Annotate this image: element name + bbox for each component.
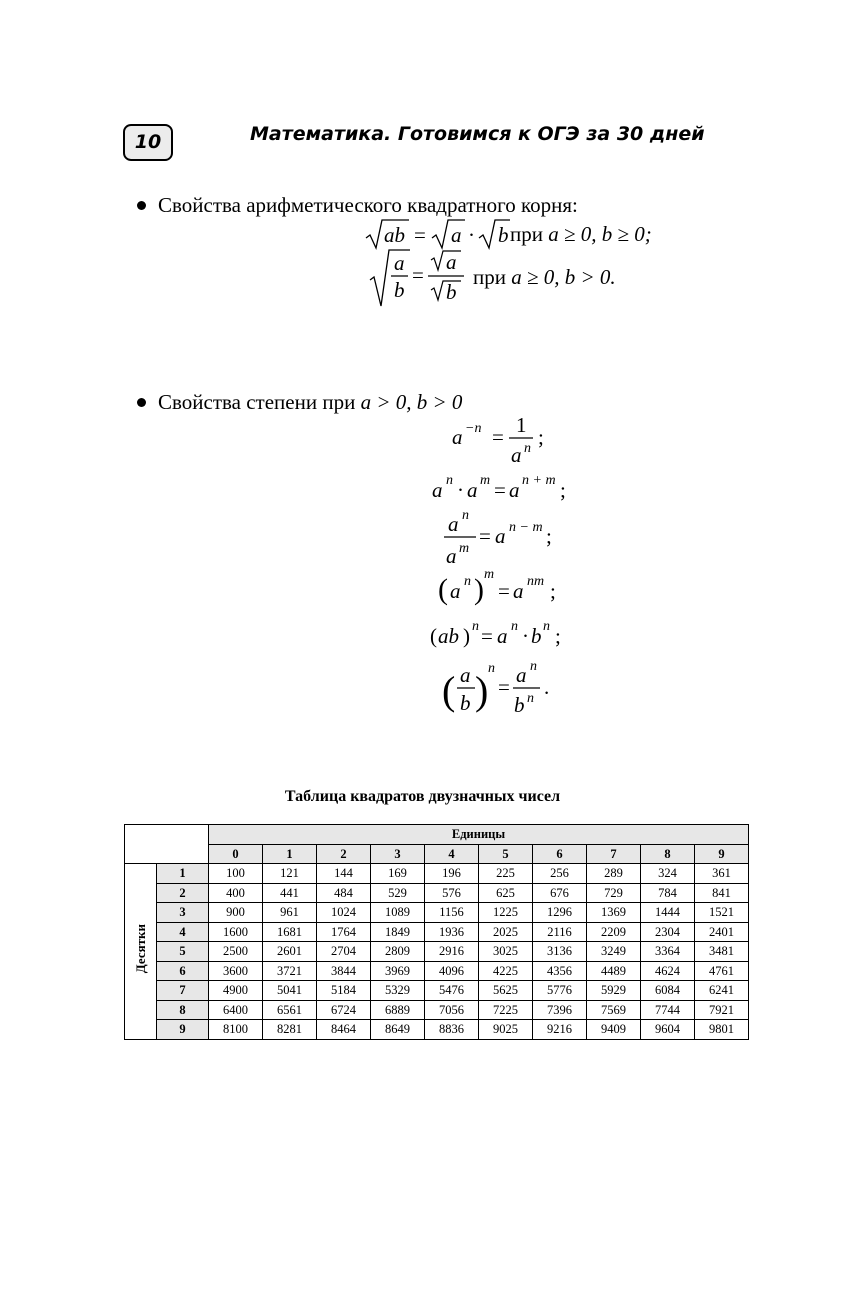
svg-text:;: ; [538, 425, 544, 449]
svg-text:a: a [511, 443, 522, 467]
svg-text:m: m [480, 473, 491, 488]
tens-digit-header: 3 [157, 903, 209, 923]
svg-text:−n: −n [465, 421, 482, 436]
svg-text:b: b [531, 624, 542, 648]
table-row [125, 903, 749, 923]
square-value-cell: 441 [263, 883, 317, 903]
squares-table-title: Таблица квадратов двузначных чисел [284, 788, 561, 805]
svg-text:nm: nm [527, 574, 545, 589]
svg-text:n: n [524, 441, 531, 456]
unit-digit-header: 1 [263, 844, 317, 864]
square-value-cell: 576 [425, 883, 479, 903]
square-value-cell: 9216 [533, 1020, 587, 1040]
square-value-cell: 4096 [425, 961, 479, 981]
square-value-cell: 625 [479, 883, 533, 903]
square-value-cell: 6889 [371, 1000, 425, 1020]
page-number-badge: 10 [123, 124, 173, 161]
svg-text:a: a [450, 579, 461, 603]
square-value-cell: 5625 [479, 981, 533, 1001]
square-value-cell: 1024 [317, 903, 371, 923]
square-value-cell: 7056 [425, 1000, 479, 1020]
square-value-cell: 2304 [641, 922, 695, 942]
svg-text:1: 1 [516, 413, 527, 437]
square-value-cell: 5041 [263, 981, 317, 1001]
powers-heading-line [137, 390, 462, 414]
square-value-cell: 2116 [533, 922, 587, 942]
square-value-cell: 2025 [479, 922, 533, 942]
square-value-cell: 400 [209, 883, 263, 903]
power-formulas [420, 412, 620, 722]
square-value-cell: 2809 [371, 942, 425, 962]
root-product-condition [510, 222, 652, 247]
square-value-cell: 5329 [371, 981, 425, 1001]
square-value-cell: 1936 [425, 922, 479, 942]
bullet-dot [137, 398, 146, 407]
svg-text:a: a [467, 478, 478, 502]
square-value-cell: 225 [479, 864, 533, 884]
svg-text:b: b [446, 280, 457, 304]
bullet-dot [137, 201, 146, 210]
square-value-cell: 4761 [695, 961, 749, 981]
svg-text:a: a [432, 478, 443, 502]
formula-power-of-product [430, 619, 561, 648]
svg-text:=: = [412, 263, 424, 287]
table-row [125, 864, 749, 884]
table-row [125, 942, 749, 962]
svg-text:a: a [452, 425, 463, 449]
svg-text:;: ; [555, 624, 561, 648]
tens-digit-header: 2 [157, 883, 209, 903]
square-value-cell: 529 [371, 883, 425, 903]
svg-text:(: ( [430, 624, 437, 648]
svg-text:;: ; [560, 478, 566, 502]
formula-quotient-of-powers [444, 508, 552, 568]
svg-text:n: n [462, 508, 469, 523]
square-value-cell: 7396 [533, 1000, 587, 1020]
square-value-cell: 4900 [209, 981, 263, 1001]
square-value-cell: 196 [425, 864, 479, 884]
squares-table [124, 824, 749, 1040]
square-value-cell: 5929 [587, 981, 641, 1001]
square-value-cell: 6241 [695, 981, 749, 1001]
condition-text: a ≥ 0, b ≥ 0; [548, 222, 652, 246]
square-value-cell: 1369 [587, 903, 641, 923]
square-value-cell: 1764 [317, 922, 371, 942]
formula-negative-exponent [452, 413, 544, 467]
condition-text: a ≥ 0, b > 0. [511, 265, 616, 289]
square-value-cell: 256 [533, 864, 587, 884]
svg-text:(: ( [442, 668, 456, 713]
svg-text:=: = [479, 524, 491, 548]
svg-text:n: n [464, 574, 471, 589]
square-value-cell: 100 [209, 864, 263, 884]
svg-text:a: a [448, 512, 459, 536]
square-value-cell: 4489 [587, 961, 641, 981]
svg-text:): ) [474, 573, 484, 606]
powers-heading: Свойства степени при [158, 390, 356, 414]
svg-text:ab: ab [438, 624, 459, 648]
tens-digit-header: 6 [157, 961, 209, 981]
square-value-cell: 6561 [263, 1000, 317, 1020]
square-value-cell: 1444 [641, 903, 695, 923]
svg-text:a: a [516, 663, 527, 687]
svg-text:n − m: n − m [509, 520, 543, 535]
svg-text:a: a [394, 251, 405, 275]
svg-text:·: · [468, 223, 475, 247]
svg-text:ab: ab [384, 223, 405, 247]
svg-text:=: = [498, 675, 510, 699]
square-value-cell: 121 [263, 864, 317, 884]
powers-condition: a > 0, b > 0 [360, 390, 463, 414]
square-value-cell: 841 [695, 883, 749, 903]
svg-text:n: n [511, 619, 518, 634]
square-value-cell: 3600 [209, 961, 263, 981]
svg-text:a: a [446, 544, 457, 568]
square-value-cell: 6084 [641, 981, 695, 1001]
square-value-cell: 3136 [533, 942, 587, 962]
square-value-cell: 8836 [425, 1020, 479, 1040]
tens-digit-header: 8 [157, 1000, 209, 1020]
svg-text:=: = [494, 478, 506, 502]
svg-text:n: n [530, 659, 537, 674]
square-value-cell: 6400 [209, 1000, 263, 1020]
word-when: при [510, 222, 543, 246]
square-value-cell: 1089 [371, 903, 425, 923]
square-value-cell: 784 [641, 883, 695, 903]
roots-heading-line [137, 193, 578, 217]
unit-digit-header: 0 [209, 844, 263, 864]
square-value-cell: 2704 [317, 942, 371, 962]
word-when: при [473, 265, 506, 289]
square-value-cell: 3969 [371, 961, 425, 981]
corner-cell [125, 825, 209, 864]
svg-text:;: ; [550, 579, 556, 603]
svg-text:n: n [527, 691, 534, 706]
svg-text:n: n [543, 619, 550, 634]
square-value-cell: 1296 [533, 903, 587, 923]
square-value-cell: 1600 [209, 922, 263, 942]
square-value-cell: 2916 [425, 942, 479, 962]
svg-text:b: b [498, 223, 509, 247]
unit-digit-header: 7 [587, 844, 641, 864]
square-value-cell: 1225 [479, 903, 533, 923]
table-row [125, 1000, 749, 1020]
square-value-cell: 2209 [587, 922, 641, 942]
svg-text:n: n [446, 473, 453, 488]
svg-text:;: ; [546, 524, 552, 548]
square-value-cell: 144 [317, 864, 371, 884]
svg-text:·: · [522, 624, 529, 648]
square-value-cell: 900 [209, 903, 263, 923]
table-row [125, 981, 749, 1001]
svg-text:=: = [498, 579, 510, 603]
square-value-cell: 1849 [371, 922, 425, 942]
unit-digit-header: 8 [641, 844, 695, 864]
units-header: Единицы [209, 825, 749, 845]
svg-text:a: a [509, 478, 520, 502]
square-value-cell: 961 [263, 903, 317, 923]
square-value-cell: 3481 [695, 942, 749, 962]
tens-digit-header: 7 [157, 981, 209, 1001]
formula-power-of-power [438, 567, 556, 606]
square-value-cell: 4225 [479, 961, 533, 981]
square-value-cell: 289 [587, 864, 641, 884]
square-value-cell: 5476 [425, 981, 479, 1001]
square-value-cell: 1156 [425, 903, 479, 923]
square-value-cell: 2500 [209, 942, 263, 962]
svg-text:b: b [460, 691, 471, 715]
svg-text:=: = [414, 223, 426, 247]
table-header-row [125, 825, 749, 845]
svg-text:a: a [495, 524, 506, 548]
square-value-cell: 484 [317, 883, 371, 903]
square-value-cell: 169 [371, 864, 425, 884]
square-value-cell: 3025 [479, 942, 533, 962]
unit-digit-header: 6 [533, 844, 587, 864]
svg-text:a: a [446, 250, 457, 274]
square-value-cell: 6724 [317, 1000, 371, 1020]
square-value-cell: 4624 [641, 961, 695, 981]
svg-text:a: a [497, 624, 508, 648]
svg-text:=: = [492, 425, 504, 449]
svg-text:a: a [460, 663, 471, 687]
svg-text:(: ( [438, 573, 448, 606]
square-value-cell: 9409 [587, 1020, 641, 1040]
unit-digit-header: 4 [425, 844, 479, 864]
svg-text:n + m: n + m [522, 473, 556, 488]
tens-digit-header: 4 [157, 922, 209, 942]
square-value-cell: 3364 [641, 942, 695, 962]
formula-power-of-quotient [442, 659, 549, 717]
root-quotient-formula [368, 248, 488, 310]
tens-label: Десятки [132, 924, 148, 974]
table-row [125, 883, 749, 903]
roots-heading: Свойства арифметического квадратного корня: [158, 193, 578, 217]
square-value-cell: 5184 [317, 981, 371, 1001]
square-value-cell: 5776 [533, 981, 587, 1001]
running-title: Математика. Готовимся к ОГЭ за 30 дней [250, 123, 705, 145]
square-value-cell: 3249 [587, 942, 641, 962]
table-row [125, 922, 749, 942]
svg-text:=: = [481, 624, 493, 648]
square-value-cell: 676 [533, 883, 587, 903]
root-quotient-condition [473, 265, 616, 290]
svg-text:): ) [475, 668, 489, 713]
svg-text:.: . [544, 675, 550, 699]
svg-text:·: · [457, 478, 464, 502]
square-value-cell: 729 [587, 883, 641, 903]
svg-text:a: a [451, 223, 462, 247]
svg-text:n: n [472, 619, 479, 634]
square-value-cell: 7569 [587, 1000, 641, 1020]
square-value-cell: 8464 [317, 1020, 371, 1040]
formula-product-of-powers [432, 473, 566, 502]
svg-text:a: a [513, 579, 524, 603]
square-value-cell: 3721 [263, 961, 317, 981]
square-value-cell: 1681 [263, 922, 317, 942]
square-value-cell: 4356 [533, 961, 587, 981]
square-value-cell: 2401 [695, 922, 749, 942]
unit-digit-header: 3 [371, 844, 425, 864]
table-row [125, 1020, 749, 1040]
svg-text:b: b [394, 278, 405, 302]
tens-label-cell [125, 864, 157, 1040]
svg-text:): ) [463, 624, 470, 648]
square-value-cell: 324 [641, 864, 695, 884]
tens-digit-header: 9 [157, 1020, 209, 1040]
square-value-cell: 361 [695, 864, 749, 884]
square-value-cell: 9604 [641, 1020, 695, 1040]
square-value-cell: 7225 [479, 1000, 533, 1020]
square-value-cell: 9801 [695, 1020, 749, 1040]
square-value-cell: 8281 [263, 1020, 317, 1040]
svg-text:m: m [459, 541, 470, 556]
tens-digit-header: 5 [157, 942, 209, 962]
square-value-cell: 7921 [695, 1000, 749, 1020]
square-value-cell: 2601 [263, 942, 317, 962]
svg-text:n: n [488, 661, 495, 676]
square-value-cell: 9025 [479, 1020, 533, 1040]
square-value-cell: 8649 [371, 1020, 425, 1040]
square-value-cell: 7744 [641, 1000, 695, 1020]
unit-digit-header: 9 [695, 844, 749, 864]
square-value-cell: 1521 [695, 903, 749, 923]
square-value-cell: 8100 [209, 1020, 263, 1040]
square-value-cell: 3844 [317, 961, 371, 981]
unit-digit-header: 5 [479, 844, 533, 864]
units-digits-row [125, 844, 749, 864]
svg-text:b: b [514, 693, 525, 717]
tens-digit-header: 1 [157, 864, 209, 884]
unit-digit-header: 2 [317, 844, 371, 864]
svg-text:m: m [484, 567, 495, 582]
table-row [125, 961, 749, 981]
